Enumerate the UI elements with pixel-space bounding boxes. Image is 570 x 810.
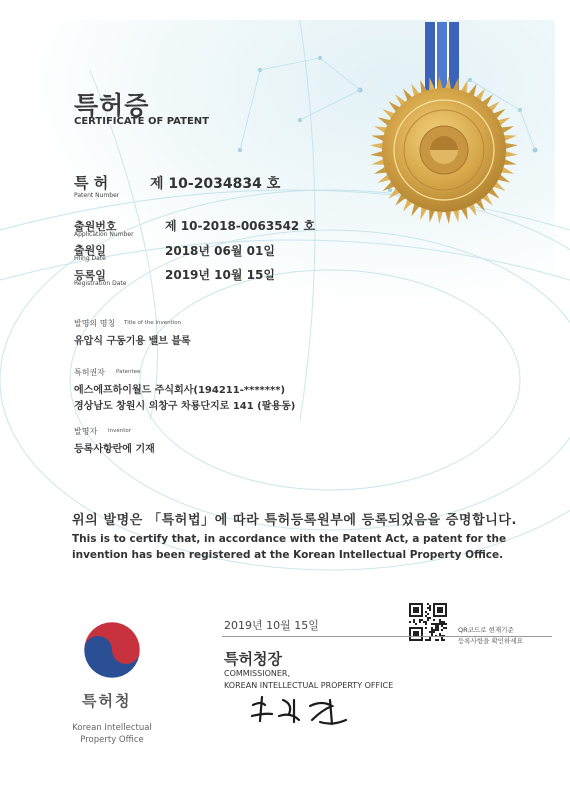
- filing-date-label: 출원일: [74, 244, 106, 257]
- commissioner-title: 특허청장: [224, 650, 282, 668]
- qr-note-line1: QR코드로 현재기준: [458, 626, 514, 634]
- kipo-logo-icon: [84, 622, 140, 678]
- kipo-name-en-line1: Korean Intellectual: [72, 723, 152, 733]
- kipo-name-en: [64, 722, 160, 746]
- inventor-label-en: Inventor: [108, 428, 132, 434]
- patentee-label: 특허권자: [74, 368, 105, 377]
- patentee-address: 경상남도 창원시 의창구 차룡단지로 141 (팔용동): [74, 401, 296, 412]
- patent-number-label: 특 허: [74, 174, 109, 192]
- patent-number-value: 제 10-2034834 호: [150, 176, 281, 192]
- certificate-title: 특허증: [74, 91, 150, 120]
- patentee-label-en: Patentee: [116, 369, 141, 375]
- patent-number-label-en: Patent Number: [74, 192, 120, 199]
- filing-date-label-en: Filing Date: [74, 255, 106, 262]
- patentee-name: 에스에프하이월드 주식회사(194211-*******): [74, 385, 286, 396]
- application-number-value: 제 10-2018-0063542 호: [165, 219, 316, 233]
- inventor-value: 등록사항란에 기재: [74, 444, 155, 455]
- inventor-label: 발명자: [74, 427, 98, 436]
- certificate-title-en: CERTIFICATE OF PATENT: [74, 116, 209, 127]
- qr-note: [458, 625, 523, 647]
- invention-title-label: 발명의 명칭: [74, 319, 116, 328]
- certification-text-en: This is to certify that, in accordance with the Patent Act, a patent for the invention has been registered at the Korean Intellectual Property Office.: [72, 533, 507, 561]
- invention-title-label-en: Title of the Invention: [124, 320, 182, 326]
- application-number-label-en: Application Number: [74, 231, 134, 238]
- registration-date-label: 등록일: [74, 269, 106, 282]
- kipo-name: 특허청: [82, 692, 132, 710]
- certification-text-ko: 위의 발명은 「특허법」에 따라 특허등록원부에 등록되었음을 증명합니다.: [72, 513, 518, 528]
- invention-title-value: 유압식 구동기용 밸브 블록: [74, 336, 191, 347]
- issue-date: 2019년 10월 15일: [224, 619, 319, 632]
- filing-date-value: 2018년 06월 01일: [165, 244, 275, 258]
- registration-date-label-en: Registration Date: [74, 280, 127, 287]
- commissioner-title-en-line2: KOREAN INTELLECTUAL PROPERTY OFFICE: [224, 681, 394, 690]
- registration-date-value: 2019년 10월 15일: [165, 268, 275, 282]
- commissioner-title-en: [224, 668, 393, 692]
- qr-note-line2: 등록사항을 확인하세요: [458, 637, 523, 645]
- commissioner-title-en-line1: COMMISSIONER,: [224, 669, 290, 678]
- kipo-name-en-line2: Property Office: [80, 735, 144, 745]
- application-number-label: 출원번호: [74, 220, 117, 233]
